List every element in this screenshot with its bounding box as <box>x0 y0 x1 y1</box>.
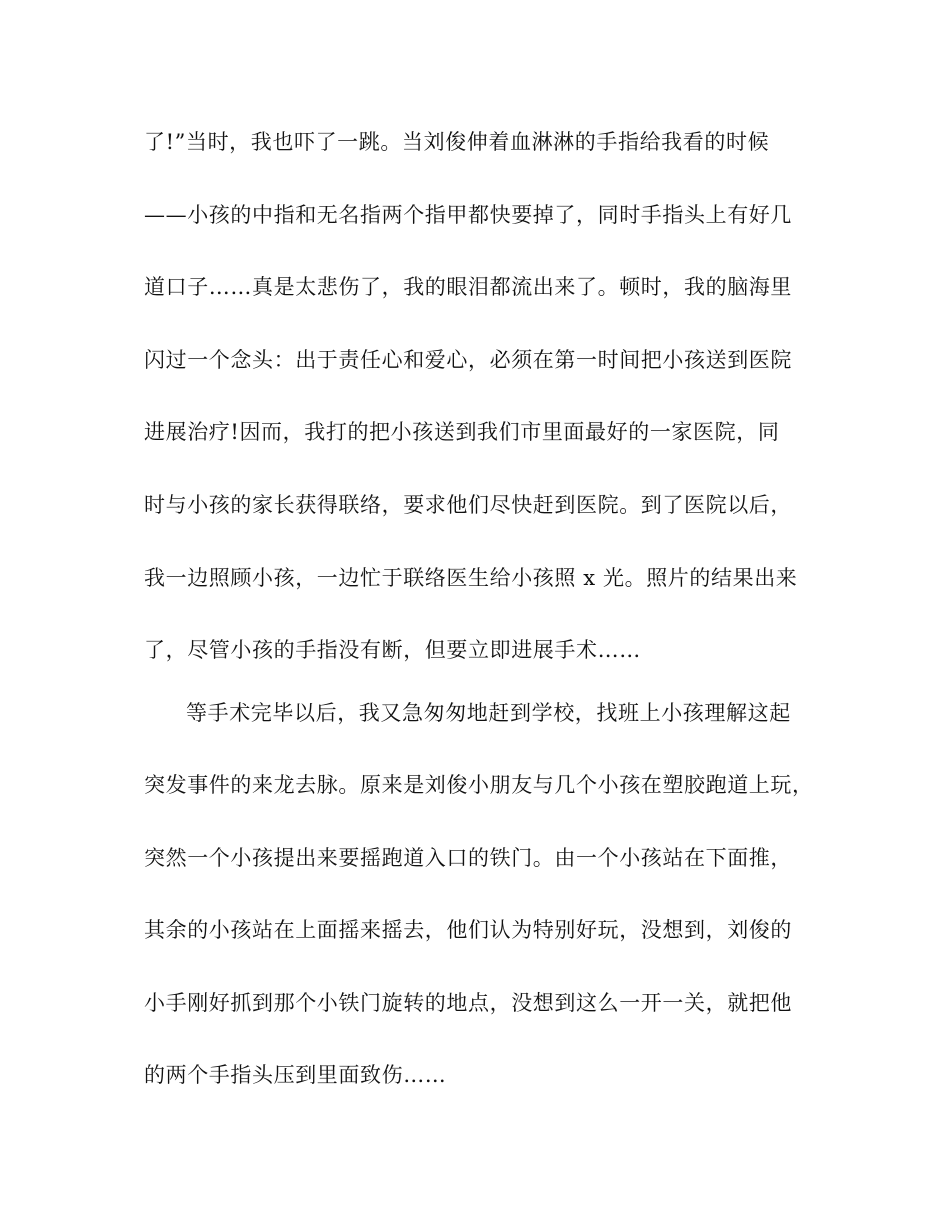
text-line: 我一边照顾小孩，一边忙于联络医生给小孩照 x 光。照片的结果出来 <box>144 566 798 590</box>
text-line: 了!”当时，我也吓了一跳。当刘俊伸着血淋淋的手指给我看的时候 <box>144 130 770 154</box>
paragraph-first-line: 等手术完毕以后，我又急匆匆地赶到学校，找班上小孩理解这起 <box>186 701 791 725</box>
text-line: 道口子……真是太悲伤了，我的眼泪都流出来了。顿时，我的脑海里 <box>144 275 792 299</box>
text-line: 的两个手指头压到里面致伤…… <box>144 1063 447 1087</box>
text-line: 小手刚好抓到那个小铁门旋转的地点，没想到这么一开一关，就把他 <box>144 991 792 1015</box>
text-line: 进展治疗!因而，我打的把小孩送到我们市里面最好的一家医院，同 <box>144 420 780 444</box>
text-line: 其余的小孩站在上面摇来摇去，他们认为特别好玩，没想到，刘俊的 <box>144 918 792 942</box>
text-line: 时与小孩的家长获得联络，要求他们尽快赶到医院。到了医院以后， <box>144 493 792 517</box>
text-line: 了，尽管小孩的手指没有断，但要立即进展手术…… <box>144 638 641 662</box>
text-line: ——小孩的中指和无名指两个指甲都快要掉了，同时手指头上有好几 <box>144 203 792 227</box>
text-line: 突然一个小孩提出来要摇跑道入口的铁门。由一个小孩站在下面推， <box>144 846 792 870</box>
text-line: 突发事件的来龙去脉。原来是刘俊小朋友与几个小孩在塑胶跑道上玩， <box>144 773 814 797</box>
text-line: 闪过一个念头：出于责任心和爱心，必须在第一时间把小孩送到医院 <box>144 348 792 372</box>
